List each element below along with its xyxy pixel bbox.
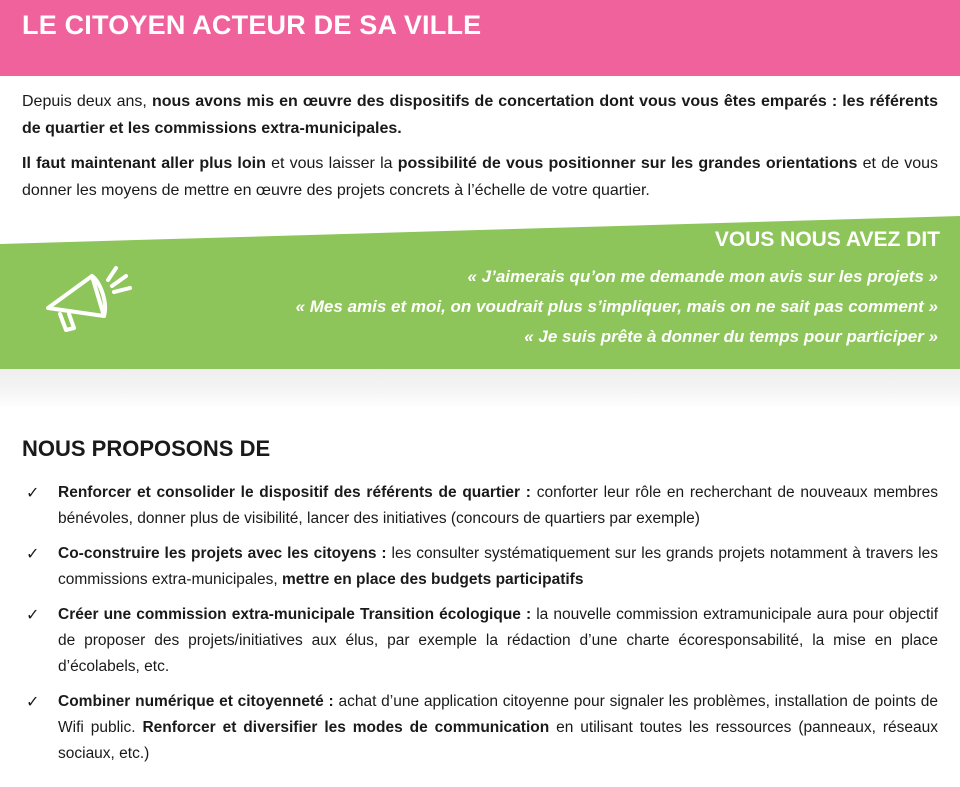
proposals-title: NOUS PROPOSONS DE — [22, 436, 271, 461]
proposal-item — [22, 480, 938, 532]
proposals-list — [22, 480, 938, 776]
section-divider — [0, 369, 960, 409]
intro-paragraph-2 — [22, 150, 938, 204]
intro-section — [22, 88, 938, 212]
proposal-bold-text: Co-construire les projets avec les citoyens : — [58, 545, 387, 562]
check-icon: ✓ — [26, 544, 40, 563]
intro-bold-text: Il faut maintenant aller plus loin — [22, 155, 266, 172]
proposal-text: en utilisant toutes les ressources (panneaux, réseaux sociaux, etc.) — [58, 719, 938, 762]
quote: « J’aimerais qu’on me demande mon avis sur les projets » — [467, 267, 938, 286]
intro-bold-text: possibilité de vous positionner sur les grandes orientations — [397, 155, 858, 172]
check-icon: ✓ — [26, 692, 40, 711]
proposal-item — [22, 689, 938, 767]
intro-text: et vous laisser la — [265, 155, 398, 172]
proposal-text: la nouvelle commission extramunicipale aura pour objectif de proposer des projets/initiatives aux élus, par exemple la rédaction d’une charte écoresponsabilité, la mise en place d’écolabels, etc. — [58, 606, 938, 675]
check-icon: ✓ — [26, 483, 40, 502]
proposal-text: conforter leur rôle en recherchant de nouveaux membres bénévoles, donner plus de visibilité, lancer des initiatives (concours de quartiers par exemple) — [58, 484, 938, 527]
proposal-bold-text: Renforcer et consolider le dispositif des référents de quartier : — [58, 484, 531, 501]
page-title: LE CITOYEN ACTEUR DE SA VILLE — [22, 10, 482, 40]
quote: « Je suis prête à donner du temps pour participer » — [524, 327, 938, 346]
intro-text: et de vous donner les moyens de mettre en œuvre des projets concrets à l’échelle de votre quartier. — [22, 155, 938, 199]
proposal-bold-text: Combiner numérique et citoyenneté : — [58, 693, 334, 710]
megaphone-icon — [38, 258, 138, 343]
intro-bold-text: nous avons mis en œuvre des dispositifs de concertation dont vous vous êtes emparés : les référents de quartier et les commissions extra-municipales. — [22, 93, 939, 137]
proposal-bold-text: mettre en place des budgets participatifs — [281, 571, 584, 588]
proposal-item — [22, 541, 938, 593]
intro-paragraph-1 — [22, 88, 938, 142]
proposal-bold-text: Créer une commission extra-municipale Transition écologique : — [58, 606, 532, 623]
quotes-list — [178, 262, 938, 352]
intro-text: Depuis deux ans, — [22, 93, 152, 110]
proposal-text: les consulter systématiquement sur les grands projets notamment à travers les commissions extra-municipales, — [58, 545, 938, 588]
proposal-bold-text: Renforcer et diversifier les modes de communication — [142, 719, 550, 736]
check-icon: ✓ — [26, 605, 40, 624]
vous-avez-dit-title: VOUS NOUS AVEZ DIT — [714, 228, 940, 251]
proposal-text: achat d’une application citoyenne pour signaler les problèmes, installation de points de Wifi public. — [58, 693, 938, 736]
proposal-item — [22, 602, 938, 680]
quote: « Mes amis et moi, on voudrait plus s’impliquer, mais on ne sait pas comment » — [295, 297, 938, 316]
